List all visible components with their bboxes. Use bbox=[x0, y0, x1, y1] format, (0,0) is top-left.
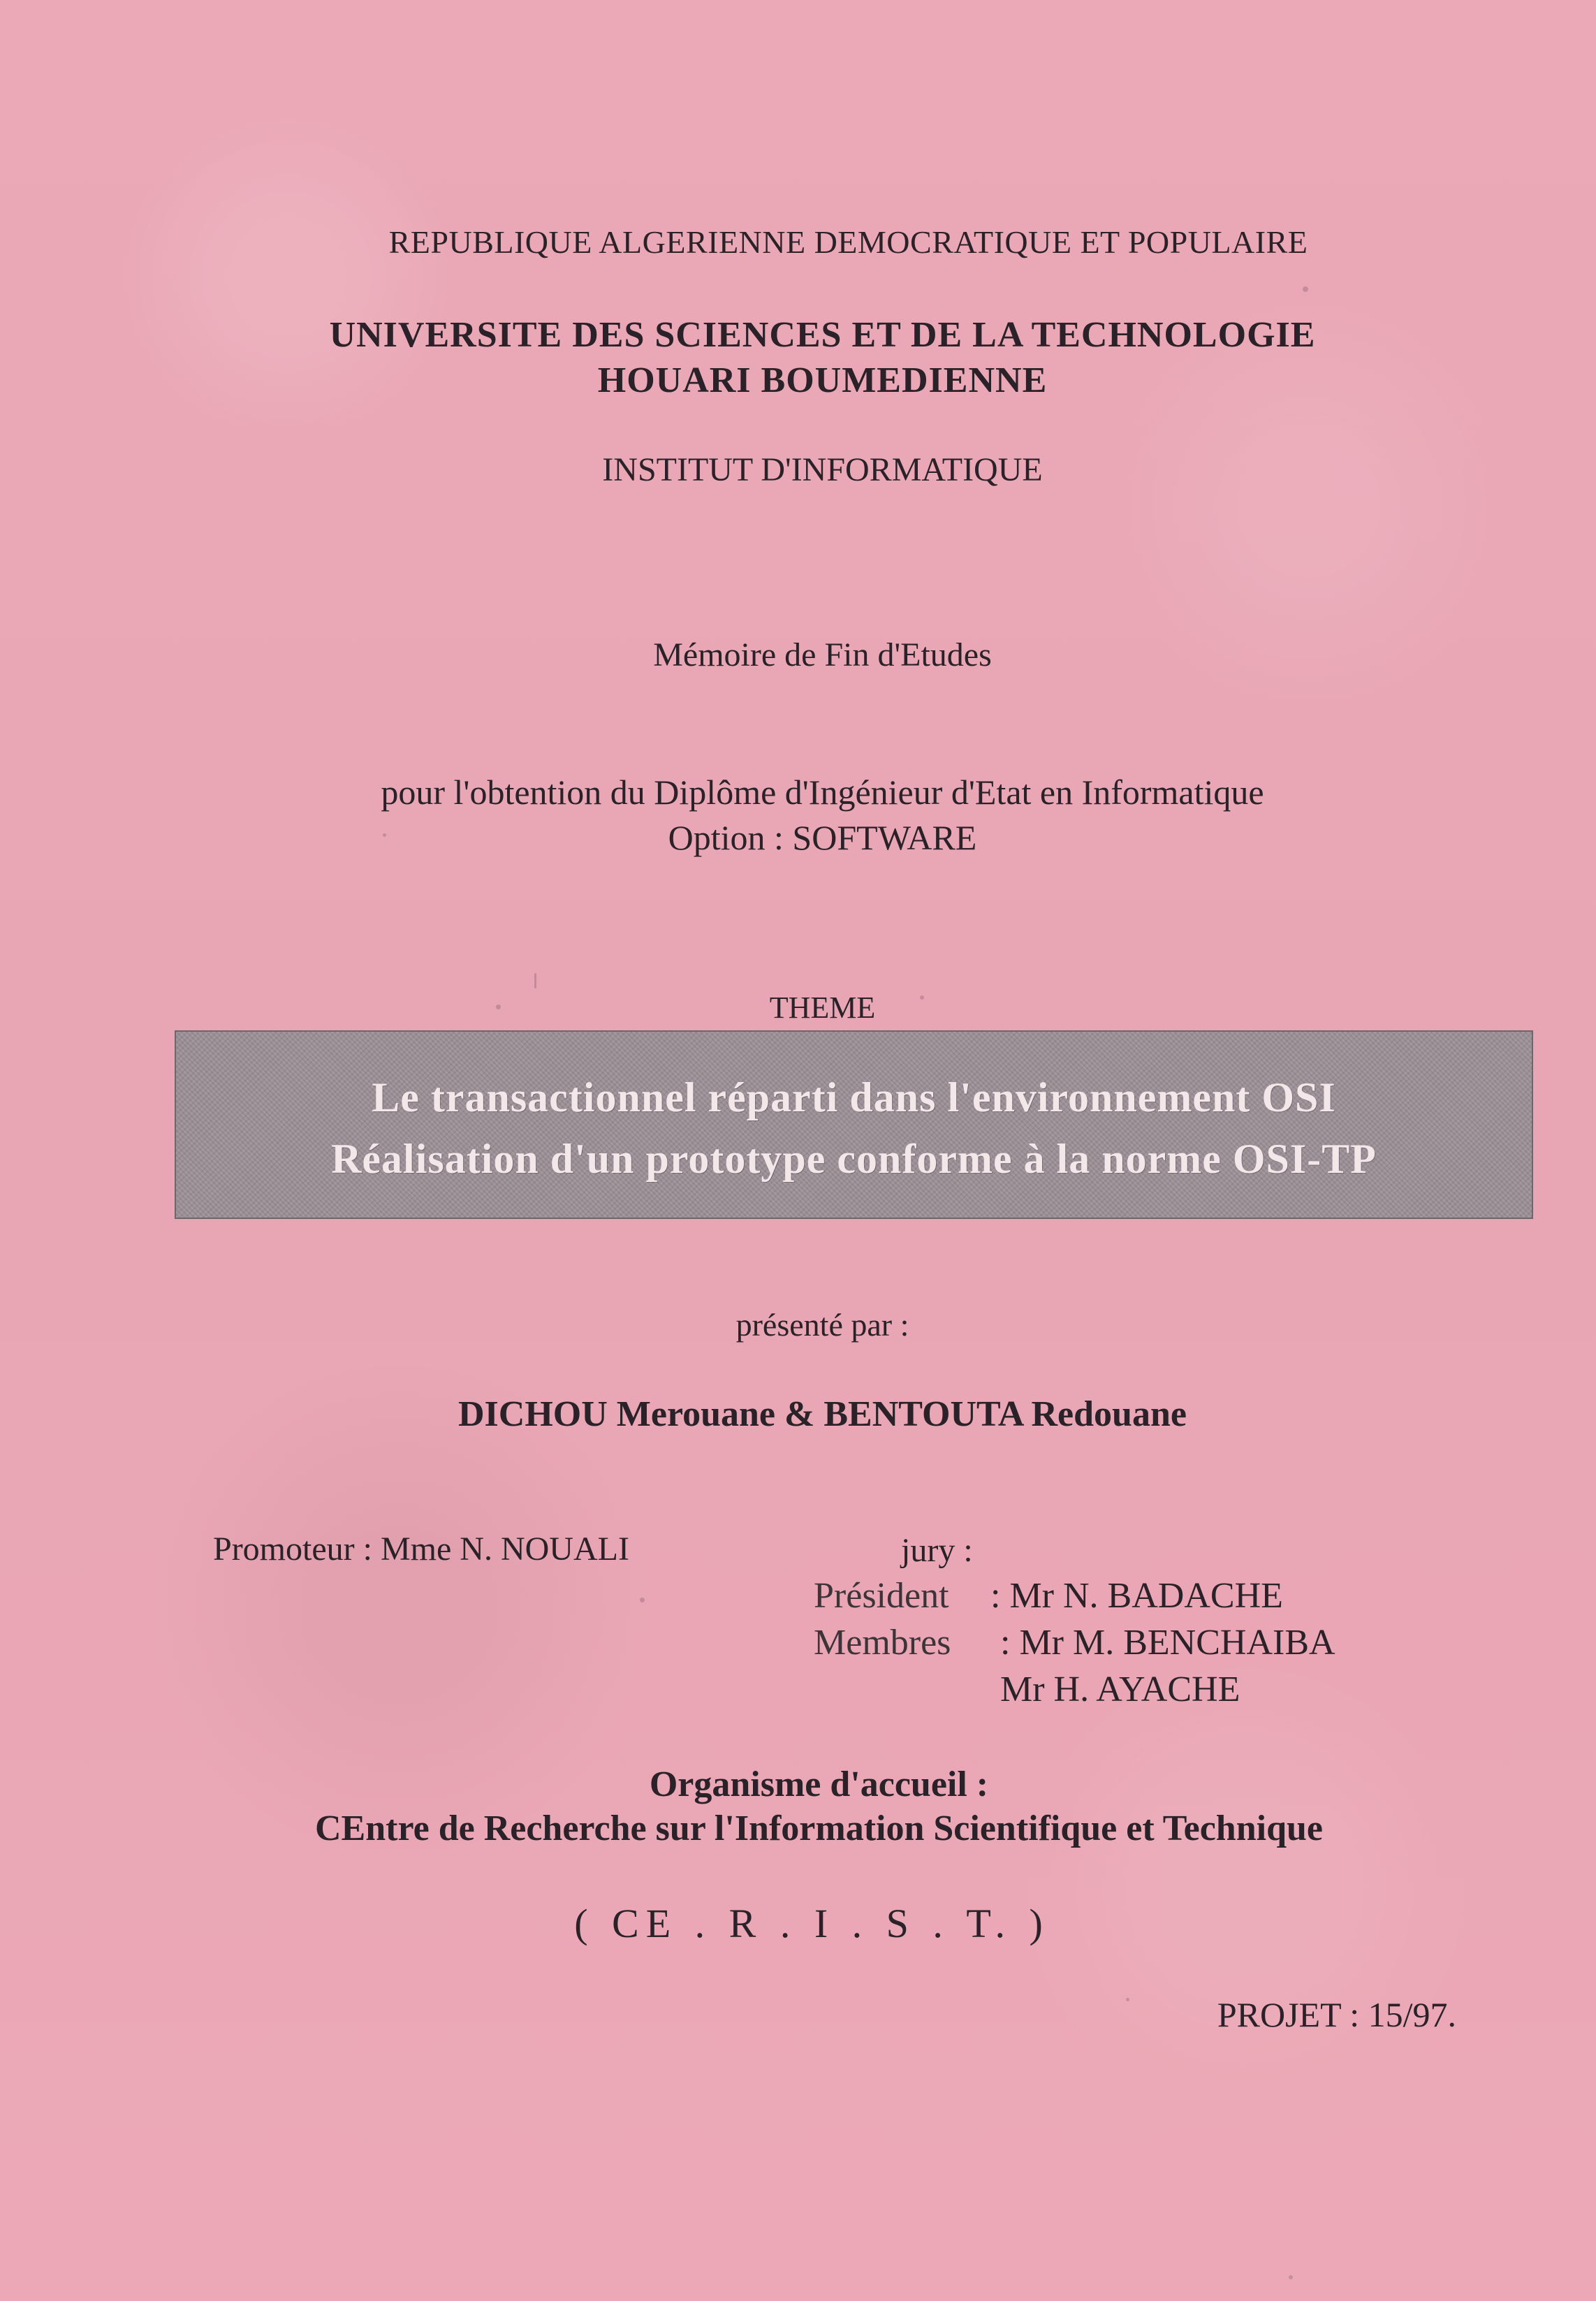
theme-title-box bbox=[175, 1030, 1533, 1219]
host-organisation-abbreviation: ( CE . R . I . S . T. ) bbox=[574, 1901, 1050, 1946]
jury-label: jury : bbox=[901, 1532, 973, 1569]
memoire-title: Mémoire de Fin d'Etudes bbox=[653, 636, 992, 673]
university-name-line1: UNIVERSITE DES SCIENCES ET DE LA TECHNOLOGIE bbox=[329, 315, 1316, 355]
theme-label: THEME bbox=[769, 991, 876, 1025]
organisme-label: Organisme d'accueil : bbox=[649, 1765, 989, 1804]
paper-speck bbox=[1126, 1998, 1129, 2001]
theme-title-line2: Réalisation d'un prototype conforme à la norme OSI-TP bbox=[331, 1136, 1377, 1182]
paper-speck bbox=[1303, 286, 1308, 292]
option-text: Option : SOFTWARE bbox=[668, 818, 977, 857]
institut-name: INSTITUT D'INFORMATIQUE bbox=[602, 451, 1043, 488]
host-organisation-name: CEntre de Recherche sur l'Information Scientifique et Technique bbox=[315, 1809, 1323, 1848]
theme-title-line1: Le transactionnel réparti dans l'environnement OSI bbox=[372, 1074, 1336, 1120]
president-name: : Mr N. BADACHE bbox=[990, 1576, 1283, 1616]
authors: DICHOU Merouane & BENTOUTA Redouane bbox=[458, 1394, 1187, 1434]
republique-header: REPUBLIQUE ALGERIENNE DEMOCRATIQUE ET POPULAIRE bbox=[388, 224, 1308, 260]
promoteur: Promoteur : Mme N. NOUALI bbox=[213, 1531, 629, 1568]
paper-speck bbox=[383, 833, 386, 837]
president-label: Président bbox=[814, 1576, 949, 1616]
membres-label: Membres bbox=[814, 1623, 951, 1663]
university-name-line2: HOUARI BOUMEDIENNE bbox=[597, 360, 1048, 400]
member-1-name: : Mr M. BENCHAIBA bbox=[1000, 1623, 1335, 1663]
paper-speck bbox=[640, 1598, 645, 1602]
paper-speck bbox=[920, 995, 924, 1000]
paper-speck bbox=[496, 1005, 501, 1009]
projet-number: PROJET : 15/97. bbox=[1217, 1995, 1456, 2034]
presented-by-label: présenté par : bbox=[735, 1307, 909, 1343]
paper-speck bbox=[1289, 2275, 1293, 2279]
paper-speck bbox=[534, 973, 536, 988]
member-2-name: Mr H. AYACHE bbox=[1000, 1670, 1240, 1709]
diploma-text: pour l'obtention du Diplôme d'Ingénieur d'Etat en Informatique bbox=[381, 773, 1264, 812]
